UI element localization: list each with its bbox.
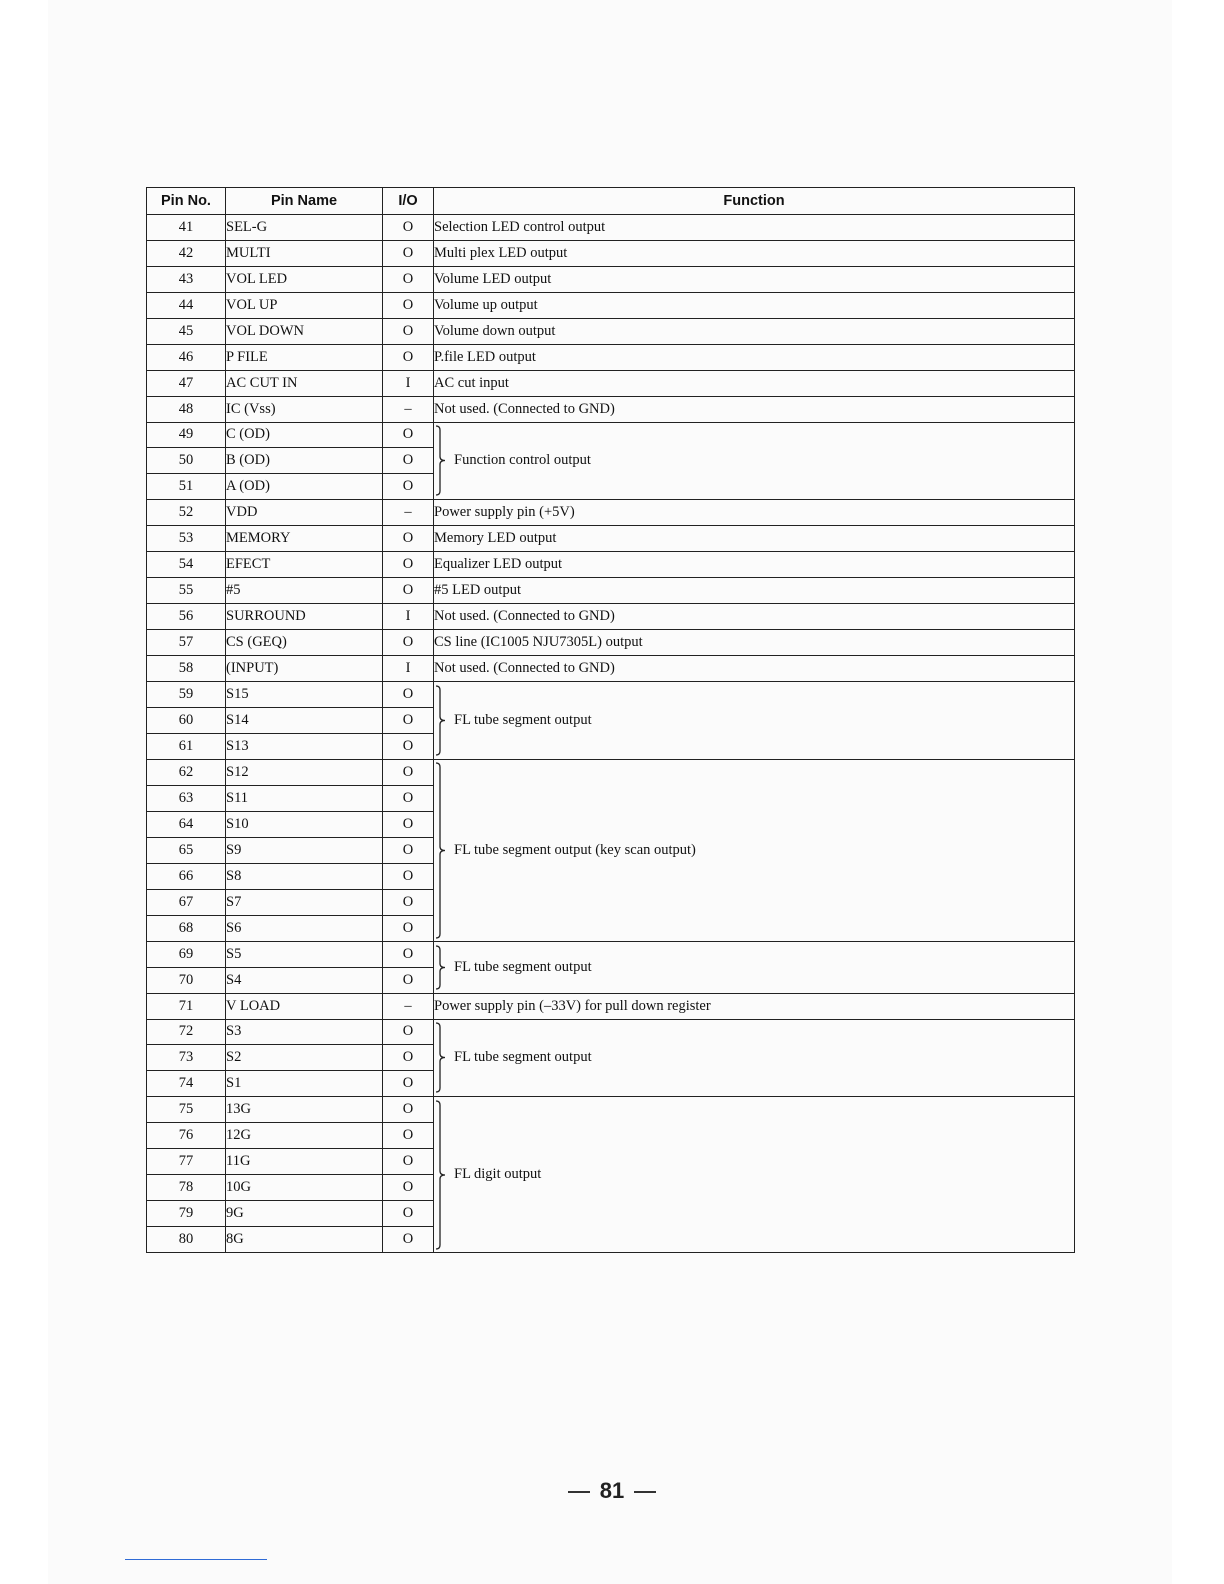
io-cell: I <box>383 604 434 630</box>
io-cell: O <box>383 811 434 837</box>
pin-number-cell: 80 <box>147 1227 226 1253</box>
io-cell: O <box>383 1123 434 1149</box>
io-cell: O <box>383 967 434 993</box>
pin-name-cell: SURROUND <box>226 604 383 630</box>
io-cell: O <box>383 448 434 474</box>
pin-name-cell: S8 <box>226 863 383 889</box>
pin-number-cell: 65 <box>147 837 226 863</box>
pin-number-cell: 50 <box>147 448 226 474</box>
io-cell: O <box>383 1071 434 1097</box>
io-cell: O <box>383 707 434 733</box>
io-cell: O <box>383 915 434 941</box>
table-row <box>147 655 1075 681</box>
io-cell: O <box>383 1019 434 1045</box>
pin-name-cell: MEMORY <box>226 526 383 552</box>
pin-name-cell: (INPUT) <box>226 655 383 681</box>
function-group <box>434 423 1074 500</box>
table-row <box>147 370 1075 396</box>
pin-number-cell: 46 <box>147 344 226 370</box>
pin-name-cell: V LOAD <box>226 993 383 1019</box>
table-row <box>147 759 1075 785</box>
function-group-label: FL tube segment output <box>454 958 592 975</box>
io-cell: O <box>383 1175 434 1201</box>
io-cell: O <box>383 1201 434 1227</box>
function-cell: Selection LED control output <box>434 215 1075 241</box>
function-cell: Not used. (Connected to GND) <box>434 604 1075 630</box>
function-group-cell <box>434 422 1075 500</box>
pin-name-cell: S7 <box>226 889 383 915</box>
function-cell: P.file LED output <box>434 344 1075 370</box>
function-group-label: Function control output <box>454 452 591 469</box>
right-brace-icon <box>434 760 452 941</box>
pin-name-cell: P FILE <box>226 344 383 370</box>
pin-number-cell: 58 <box>147 655 226 681</box>
pin-name-cell: A (OD) <box>226 474 383 500</box>
io-cell: O <box>383 733 434 759</box>
pin-number-cell: 69 <box>147 941 226 967</box>
function-group <box>434 682 1074 759</box>
pin-name-cell: S3 <box>226 1019 383 1045</box>
footer-rule <box>125 1559 267 1560</box>
function-cell: Not used. (Connected to GND) <box>434 655 1075 681</box>
function-cell: Not used. (Connected to GND) <box>434 396 1075 422</box>
pin-number-cell: 44 <box>147 292 226 318</box>
pin-name-cell: VOL DOWN <box>226 318 383 344</box>
pin-number-cell: 60 <box>147 707 226 733</box>
pin-number-cell: 68 <box>147 915 226 941</box>
pin-number-cell: 49 <box>147 422 226 448</box>
table-header-row <box>147 188 1075 215</box>
io-cell: O <box>383 630 434 656</box>
function-group-label: FL tube segment output (key scan output) <box>454 841 696 858</box>
pin-name-cell: 8G <box>226 1227 383 1253</box>
pin-name-cell: 9G <box>226 1201 383 1227</box>
function-group <box>434 760 1074 941</box>
pin-name-cell: MULTI <box>226 240 383 266</box>
pin-name-cell: S4 <box>226 967 383 993</box>
pin-name-cell: S14 <box>226 707 383 733</box>
table-row <box>147 240 1075 266</box>
dash-left <box>568 1491 590 1493</box>
io-cell: O <box>383 1097 434 1123</box>
table-row <box>147 318 1075 344</box>
pin-name-cell: S13 <box>226 733 383 759</box>
pin-name-cell: 13G <box>226 1097 383 1123</box>
pin-number-cell: 76 <box>147 1123 226 1149</box>
pin-number-cell: 48 <box>147 396 226 422</box>
pin-name-cell: 10G <box>226 1175 383 1201</box>
io-cell: O <box>383 422 434 448</box>
io-cell: O <box>383 681 434 707</box>
io-cell: O <box>383 863 434 889</box>
pin-number-cell: 43 <box>147 266 226 292</box>
io-cell: O <box>383 1227 434 1253</box>
pin-number-cell: 73 <box>147 1045 226 1071</box>
pin-number-cell: 71 <box>147 993 226 1019</box>
right-brace-icon <box>434 1098 452 1252</box>
function-cell: Volume LED output <box>434 266 1075 292</box>
pin-number-cell: 55 <box>147 578 226 604</box>
pin-name-cell: S1 <box>226 1071 383 1097</box>
io-cell: I <box>383 370 434 396</box>
pin-name-cell: IC (Vss) <box>226 396 383 422</box>
pin-name-cell: 11G <box>226 1149 383 1175</box>
table-row <box>147 266 1075 292</box>
pin-function-table <box>146 187 1075 1253</box>
pin-number-cell: 70 <box>147 967 226 993</box>
io-cell: O <box>383 266 434 292</box>
function-cell: Power supply pin (–33V) for pull down register <box>434 993 1075 1019</box>
header-io: I/O <box>383 188 434 215</box>
pin-name-cell: VDD <box>226 500 383 526</box>
function-cell: Power supply pin (+5V) <box>434 500 1075 526</box>
pin-name-cell: VOL UP <box>226 292 383 318</box>
io-cell: O <box>383 785 434 811</box>
table-row <box>147 552 1075 578</box>
table-row <box>147 1019 1075 1045</box>
pin-name-cell: B (OD) <box>226 448 383 474</box>
header-pin-name: Pin Name <box>226 188 383 215</box>
table-row <box>147 215 1075 241</box>
table-row <box>147 604 1075 630</box>
pin-name-cell: S9 <box>226 837 383 863</box>
io-cell: O <box>383 837 434 863</box>
pin-number-cell: 62 <box>147 759 226 785</box>
function-group-label: FL tube segment output <box>454 1049 592 1066</box>
io-cell: O <box>383 889 434 915</box>
io-cell: O <box>383 578 434 604</box>
pin-name-cell: CS (GEQ) <box>226 630 383 656</box>
pin-name-cell: S6 <box>226 915 383 941</box>
io-cell: O <box>383 474 434 500</box>
function-cell: #5 LED output <box>434 578 1075 604</box>
page-number <box>0 1478 1224 1504</box>
table-row <box>147 578 1075 604</box>
function-group <box>434 1097 1074 1252</box>
pin-number-cell: 72 <box>147 1019 226 1045</box>
io-cell: O <box>383 552 434 578</box>
function-group-cell <box>434 941 1075 993</box>
pin-number-cell: 74 <box>147 1071 226 1097</box>
pin-number-cell: 78 <box>147 1175 226 1201</box>
right-brace-icon <box>434 683 452 758</box>
right-brace-icon <box>434 1020 452 1095</box>
io-cell: – <box>383 993 434 1019</box>
pin-name-cell: VOL LED <box>226 266 383 292</box>
function-cell: Memory LED output <box>434 526 1075 552</box>
function-group-cell <box>434 759 1075 941</box>
function-cell: Multi plex LED output <box>434 240 1075 266</box>
table-row <box>147 681 1075 707</box>
table-row <box>147 993 1075 1019</box>
pin-number-cell: 45 <box>147 318 226 344</box>
pin-name-cell: S11 <box>226 785 383 811</box>
pin-name-cell: #5 <box>226 578 383 604</box>
function-group-cell <box>434 1097 1075 1253</box>
page-number-text: 81 <box>599 1478 625 1503</box>
io-cell: O <box>383 526 434 552</box>
io-cell: O <box>383 759 434 785</box>
function-cell: Equalizer LED output <box>434 552 1075 578</box>
function-cell: AC cut input <box>434 370 1075 396</box>
pin-number-cell: 79 <box>147 1201 226 1227</box>
pin-number-cell: 57 <box>147 630 226 656</box>
function-group-label: FL digit output <box>454 1166 542 1183</box>
io-cell: O <box>383 215 434 241</box>
right-brace-icon <box>434 423 452 498</box>
function-cell: Volume down output <box>434 318 1075 344</box>
io-cell: O <box>383 318 434 344</box>
table-row <box>147 941 1075 967</box>
io-cell: – <box>383 500 434 526</box>
table-row <box>147 630 1075 656</box>
io-cell: O <box>383 1149 434 1175</box>
table-row <box>147 422 1075 448</box>
pin-number-cell: 51 <box>147 474 226 500</box>
table-row <box>147 526 1075 552</box>
pin-name-cell: SEL-G <box>226 215 383 241</box>
pin-number-cell: 66 <box>147 863 226 889</box>
function-group-cell <box>434 681 1075 759</box>
pin-number-cell: 41 <box>147 215 226 241</box>
io-cell: – <box>383 396 434 422</box>
pin-name-cell: EFECT <box>226 552 383 578</box>
pin-name-cell: S12 <box>226 759 383 785</box>
right-brace-icon <box>434 943 452 992</box>
pin-number-cell: 75 <box>147 1097 226 1123</box>
pin-number-cell: 61 <box>147 733 226 759</box>
pin-number-cell: 52 <box>147 500 226 526</box>
table-body <box>147 215 1075 1253</box>
io-cell: O <box>383 941 434 967</box>
function-group-label: FL tube segment output <box>454 711 592 728</box>
pin-name-cell: S15 <box>226 681 383 707</box>
io-cell: O <box>383 1045 434 1071</box>
table-row <box>147 500 1075 526</box>
dash-right <box>634 1491 656 1493</box>
pin-name-cell: AC CUT IN <box>226 370 383 396</box>
header-pin-no: Pin No. <box>147 188 226 215</box>
pin-number-cell: 77 <box>147 1149 226 1175</box>
io-cell: O <box>383 240 434 266</box>
function-group <box>434 1020 1074 1097</box>
pin-number-cell: 47 <box>147 370 226 396</box>
function-cell: Volume up output <box>434 292 1075 318</box>
function-cell: CS line (IC1005 NJU7305L) output <box>434 630 1075 656</box>
table-row <box>147 344 1075 370</box>
pin-number-cell: 56 <box>147 604 226 630</box>
pin-number-cell: 67 <box>147 889 226 915</box>
io-cell: I <box>383 655 434 681</box>
pin-name-cell: S2 <box>226 1045 383 1071</box>
table-row <box>147 396 1075 422</box>
pin-number-cell: 64 <box>147 811 226 837</box>
table-row <box>147 1097 1075 1123</box>
header-function: Function <box>434 188 1075 215</box>
function-group-cell <box>434 1019 1075 1097</box>
pin-number-cell: 53 <box>147 526 226 552</box>
function-group <box>434 942 1074 993</box>
io-cell: O <box>383 292 434 318</box>
pin-name-cell: 12G <box>226 1123 383 1149</box>
pin-number-cell: 54 <box>147 552 226 578</box>
pin-number-cell: 59 <box>147 681 226 707</box>
pin-number-cell: 42 <box>147 240 226 266</box>
pin-number-cell: 63 <box>147 785 226 811</box>
table-row <box>147 292 1075 318</box>
pin-name-cell: S10 <box>226 811 383 837</box>
pin-name-cell: S5 <box>226 941 383 967</box>
pin-name-cell: C (OD) <box>226 422 383 448</box>
io-cell: O <box>383 344 434 370</box>
